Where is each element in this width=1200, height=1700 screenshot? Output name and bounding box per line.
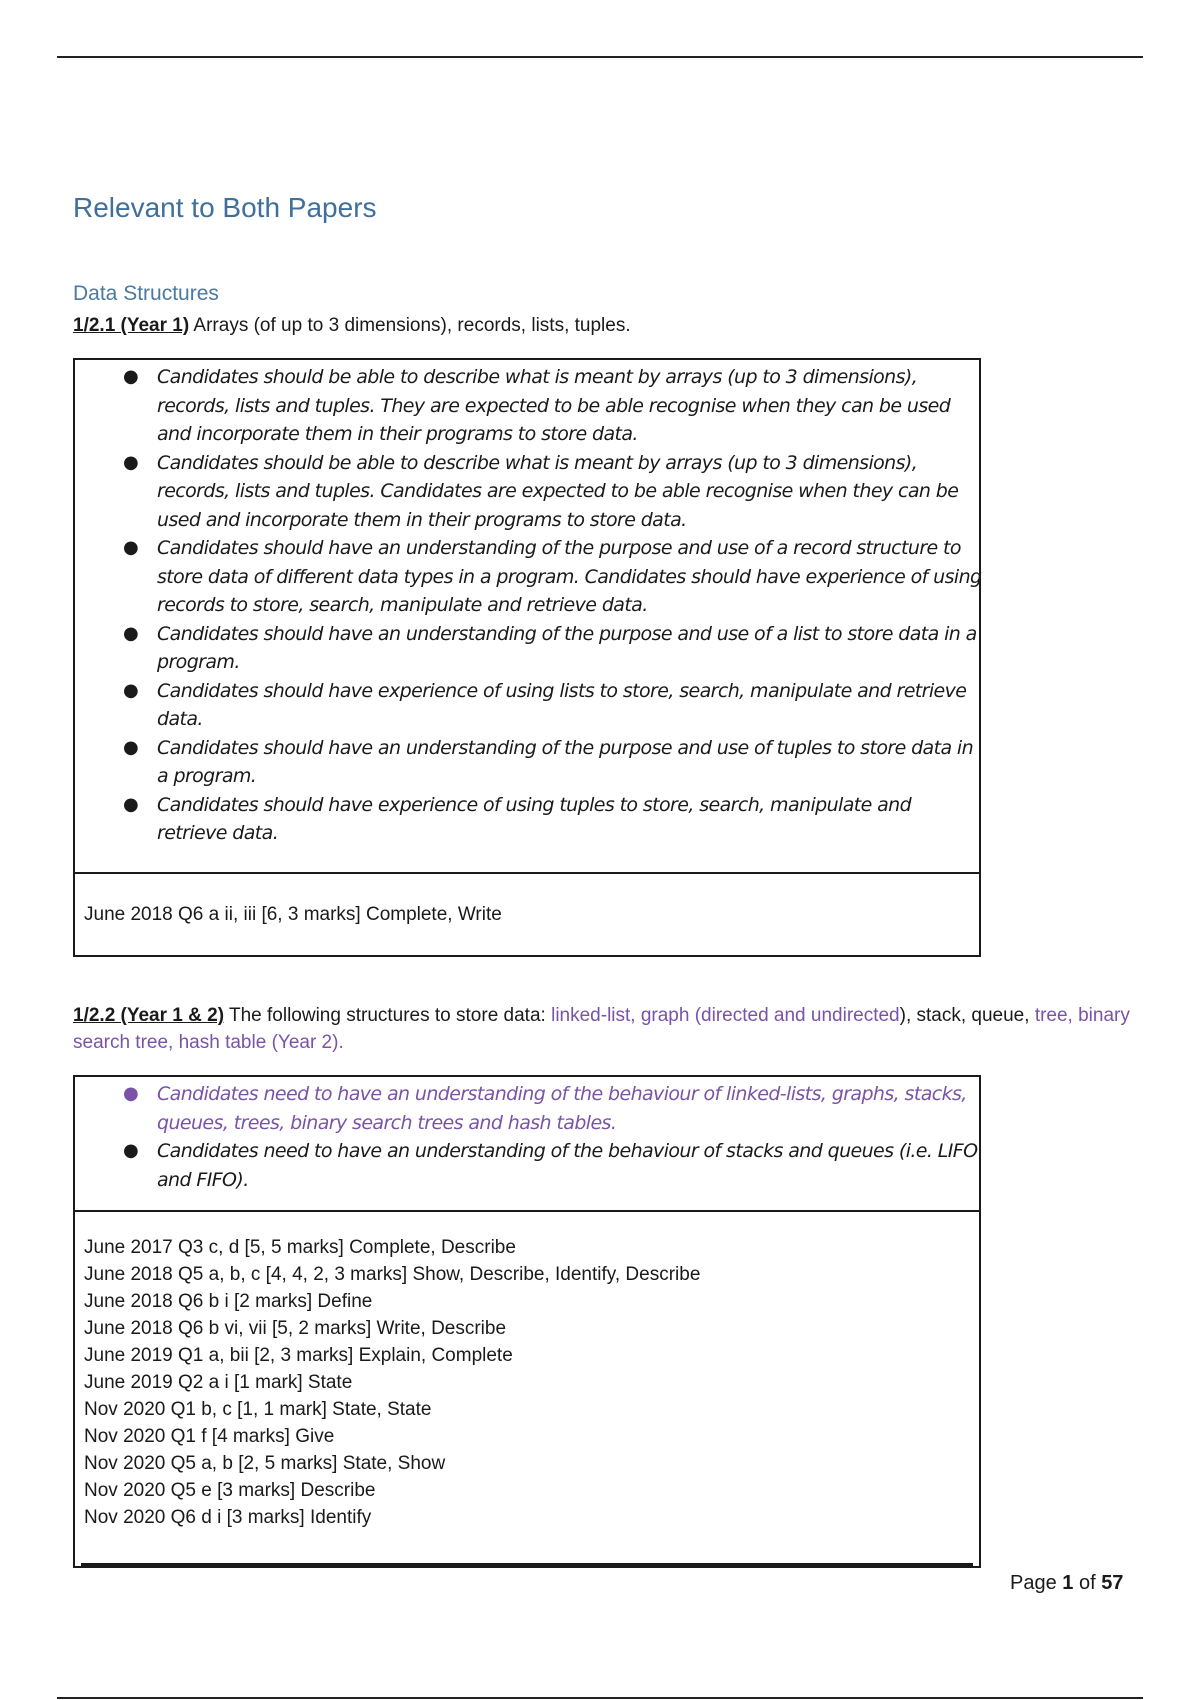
box-divider [75, 1210, 979, 1212]
list-item [75, 1080, 985, 1137]
list-item [75, 363, 985, 449]
past-questions [84, 1234, 700, 1531]
question-line: Nov 2020 Q5 a, b [2, 5 marks] State, Show [84, 1453, 446, 1474]
current-page: 1 [1062, 1572, 1074, 1594]
question-line: Nov 2020 Q1 b, c [1, 1 mark] State, State [84, 1399, 432, 1420]
section-title: Relevant to Both Papers [73, 192, 377, 223]
list-item [75, 1137, 985, 1194]
bullet-icon: ● [123, 537, 139, 558]
list-item-text: Candidates need to have an understanding of the behaviour of stacks and queues (i.e. LIFO and FIFO). [157, 1140, 978, 1191]
spec-text: The following structures to store data: [224, 1005, 552, 1026]
page-label: Page [1010, 1572, 1063, 1594]
question-line: Nov 2020 Q1 f [4 marks] Give [84, 1426, 335, 1447]
list-item-text: Candidates should have an understanding of the purpose and use of a record structure to store data of different data types in a program. Candidates should have experience of using records to store, search, manipulate and retrieve data. [157, 537, 982, 616]
bullet-icon: ● [123, 679, 139, 701]
list-item-text: Candidates should be able to describe what is meant by arrays (up to 3 dimensions), records, lists and tuples. Candidates are expected to be able recognise when they can be used and incorporate them in their programs to store data. [157, 451, 959, 531]
question-line: June 2019 Q2 a i [1 mark] State [84, 1372, 353, 1393]
spec-heading-1 [73, 312, 631, 339]
list-item [75, 791, 985, 848]
question-line: June 2018 Q6 b vi, vii [5, 2 marks] Write, Describe [84, 1318, 507, 1339]
spec-text-highlight: tree, binary search tree, hash table (Year 2). [73, 1005, 1130, 1053]
list-item [75, 449, 985, 535]
question-line: June 2018 Q6 b i [2 marks] Define [84, 1291, 373, 1312]
subsection-title: Data Structures [73, 282, 219, 305]
header-rule [57, 56, 1143, 58]
question-line: Nov 2020 Q6 d i [3 marks] Identify [84, 1507, 372, 1528]
criteria-box-2 [73, 1075, 981, 1568]
bullet-icon: ● [123, 793, 139, 815]
past-questions [84, 901, 502, 928]
question-line: June 2018 Q5 a, b, c [4, 4, 2, 3 marks] Show, Describe, Identify, Describe [84, 1264, 701, 1285]
spec-heading-2 [73, 1002, 1133, 1056]
spec-text: Arrays (of up to 3 dimensions), records, lists, tuples. [189, 315, 631, 336]
list-item [75, 734, 985, 791]
criteria-list [75, 1080, 985, 1194]
criteria-list [75, 363, 985, 848]
bullet-icon: ● [123, 1083, 139, 1104]
spec-text: ), stack, queue, [899, 1005, 1035, 1026]
page-of-label: of [1073, 1572, 1102, 1594]
list-item-text: Candidates should have experience of using lists to store, search, manipulate and retrieve data. [157, 679, 967, 730]
list-item-text: Candidates should be able to describe what is meant by arrays (up to 3 dimensions), records, lists and tuples. They are expected to be able recognise when they can be used and incorporate them in their programs to store data. [157, 366, 951, 445]
spec-code: 1/2.2 (Year 1 & 2) [73, 1005, 225, 1026]
list-item-text: Candidates should have an understanding of the purpose and use of tuples to store data in a program. [157, 736, 974, 787]
spec-text-highlight: linked-list, graph (directed and undirected [551, 1005, 900, 1026]
box-divider [75, 872, 979, 874]
box-bottom-rule [81, 1563, 973, 1566]
page-number [1010, 1572, 1123, 1595]
list-item [75, 534, 985, 620]
footer-rule [57, 1697, 1143, 1699]
total-pages: 57 [1101, 1572, 1124, 1594]
criteria-box-1 [73, 358, 981, 957]
list-item-text: Candidates should have experience of using tuples to store, search, manipulate and retrieve data. [157, 793, 912, 844]
question-line: June 2019 Q1 a, bii [2, 3 marks] Explain, Complete [84, 1345, 513, 1366]
bullet-icon: ● [123, 1140, 139, 1161]
list-item-text: Candidates need to have an understanding of the behaviour of linked-lists, graphs, stacks, queues, trees, binary search trees and hash tables. [157, 1083, 967, 1134]
bullet-icon: ● [123, 622, 139, 644]
spec-code: 1/2.1 (Year 1) [73, 315, 190, 336]
question-line: Nov 2020 Q5 e [3 marks] Describe [84, 1480, 376, 1501]
question-line: June 2018 Q6 a ii, iii [6, 3 marks] Complete, Write [84, 904, 502, 925]
bullet-icon: ● [123, 736, 139, 758]
question-line: June 2017 Q3 c, d [5, 5 marks] Complete, Describe [84, 1237, 516, 1258]
list-item [75, 620, 985, 677]
bullet-icon: ● [123, 366, 139, 387]
bullet-icon: ● [123, 451, 139, 473]
list-item-text: Candidates should have an understanding of the purpose and use of a list to store data in a program. [157, 622, 977, 673]
list-item [75, 677, 985, 734]
